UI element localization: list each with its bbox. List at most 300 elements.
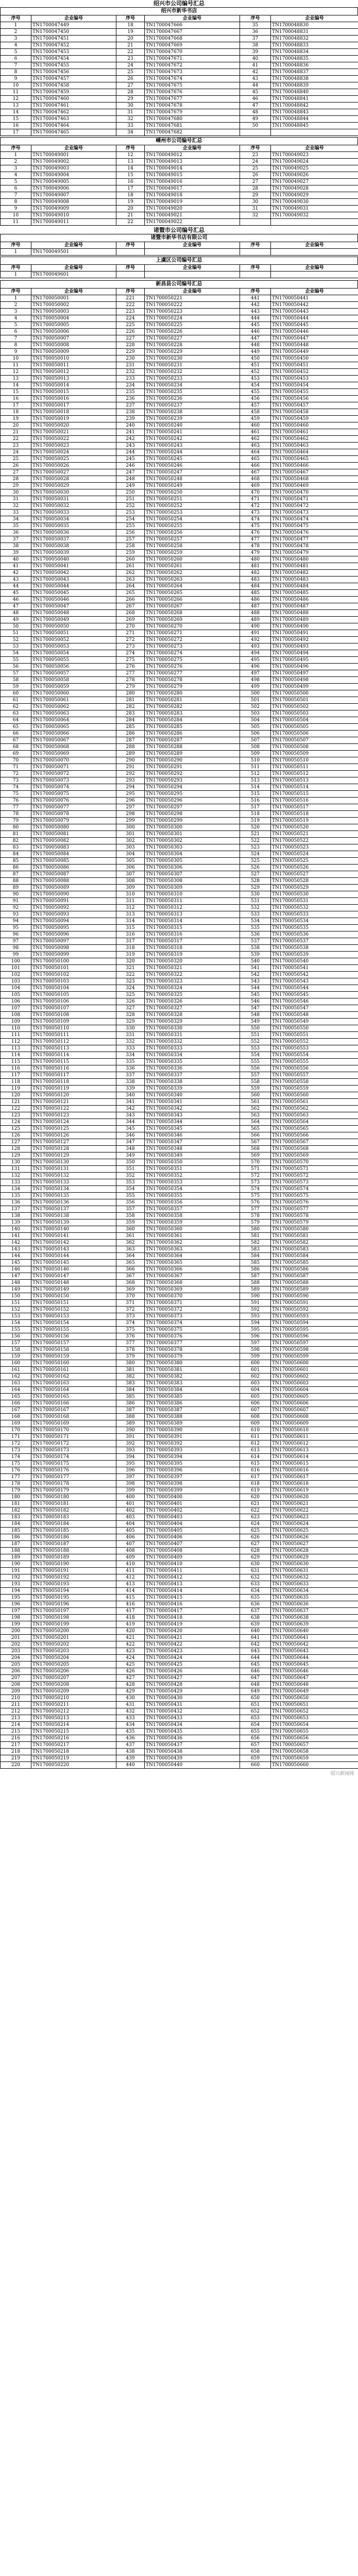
table-row bbox=[1, 436, 358, 443]
company-number-cell: TN1700050653 bbox=[271, 1715, 358, 1722]
row-index-cell: 310 bbox=[116, 891, 145, 898]
company-number-cell: TN1700050505 bbox=[271, 724, 358, 731]
row-index-cell: 545 bbox=[240, 992, 271, 998]
row-index-cell: 16 bbox=[116, 179, 145, 185]
company-number-cell: TN1700049026 bbox=[271, 172, 358, 179]
row-index-cell: 376 bbox=[116, 1333, 145, 1340]
footer-watermark: 绍兴新闻网 bbox=[330, 1771, 354, 1776]
row-index-cell: 115 bbox=[1, 1059, 31, 1065]
company-number-cell: TN1700050423 bbox=[145, 1648, 240, 1655]
row-index-cell: 589 bbox=[240, 1286, 271, 1293]
company-number-cell: TN1700050394 bbox=[145, 1454, 240, 1461]
company-number-cell: TN1700050577 bbox=[271, 1206, 358, 1213]
row-index-cell: 520 bbox=[240, 824, 271, 831]
row-index-cell: 484 bbox=[240, 583, 271, 590]
row-index-cell: 15 bbox=[1, 389, 31, 396]
company-number-cell: TN1700050128 bbox=[31, 1146, 116, 1153]
table-row bbox=[1, 449, 358, 456]
company-number-cell: TN1700050282 bbox=[145, 704, 240, 710]
row-index-cell: 266 bbox=[116, 597, 145, 603]
table-row bbox=[1, 771, 358, 777]
row-index-cell: 457 bbox=[240, 402, 271, 409]
company-number-cell: TN1700050170 bbox=[31, 1427, 116, 1434]
table-row bbox=[1, 858, 358, 865]
company-number-cell: TN1700050184 bbox=[31, 1521, 116, 1528]
company-number-cell: TN1700050589 bbox=[271, 1286, 358, 1293]
row-index-cell: 523 bbox=[240, 844, 271, 851]
row-index-cell: 241 bbox=[116, 429, 145, 436]
company-number-cell: TN1700050651 bbox=[271, 1702, 358, 1708]
row-index-cell: 538 bbox=[240, 945, 271, 952]
table-row bbox=[1, 22, 358, 29]
company-number-cell: TN1700050108 bbox=[31, 1012, 116, 1019]
row-index-cell: 14 bbox=[1, 382, 31, 389]
row-index-cell: 426 bbox=[116, 1668, 145, 1675]
company-number-cell: TN1700050100 bbox=[31, 958, 116, 965]
company-number-cell: TN1700050175 bbox=[31, 1461, 116, 1467]
row-index-cell: 18 bbox=[1, 409, 31, 416]
row-index-cell: 510 bbox=[240, 757, 271, 764]
row-index-cell: 4 bbox=[1, 172, 31, 179]
company-number-cell: TN1700050006 bbox=[31, 329, 116, 335]
company-number-cell: TN1700050601 bbox=[271, 1367, 358, 1374]
company-number-cell: TN1700050069 bbox=[31, 751, 116, 757]
row-index-cell: 480 bbox=[240, 556, 271, 563]
row-index-cell: 508 bbox=[240, 744, 271, 751]
company-number-cell: TN1700049601 bbox=[31, 272, 116, 278]
row-index-cell: 35 bbox=[1, 523, 31, 530]
row-index-cell: 68 bbox=[1, 744, 31, 751]
row-index-cell: 511 bbox=[240, 764, 271, 771]
table-row bbox=[1, 523, 358, 530]
company-number-cell: TN1700049027 bbox=[271, 179, 358, 185]
row-index-cell bbox=[116, 272, 145, 278]
row-index-cell: 624 bbox=[240, 1521, 271, 1528]
company-number-cell: TN1700050570 bbox=[271, 1159, 358, 1166]
row-index-cell: 413 bbox=[116, 1581, 145, 1588]
row-index-cell: 393 bbox=[116, 1447, 145, 1454]
row-index-cell: 1 bbox=[1, 152, 31, 159]
company-number-cell: TN1700050019 bbox=[31, 416, 116, 422]
table-row bbox=[1, 396, 358, 402]
company-number-cell: TN1700050422 bbox=[145, 1641, 240, 1648]
row-index-cell: 105 bbox=[1, 992, 31, 998]
company-number-cell: TN1700050562 bbox=[271, 1106, 358, 1112]
company-number-cell: TN1700050106 bbox=[31, 998, 116, 1005]
table-row bbox=[1, 764, 358, 771]
company-number-cell: TN1700049501 bbox=[31, 249, 116, 256]
row-index-cell: 627 bbox=[240, 1541, 271, 1548]
company-number-cell: TN1700050540 bbox=[271, 958, 358, 965]
company-number-cell: TN1700050598 bbox=[271, 1347, 358, 1353]
company-number-cell: TN1700048845 bbox=[271, 123, 358, 129]
table-row bbox=[1, 717, 358, 724]
company-number-cell: TN1700050433 bbox=[145, 1715, 240, 1722]
row-index-cell: 439 bbox=[116, 1755, 145, 1762]
table-row bbox=[1, 1179, 358, 1186]
company-number-cell: TN1700050353 bbox=[145, 1179, 240, 1186]
row-index-cell: 442 bbox=[240, 302, 271, 309]
company-number-cell: TN1700050207 bbox=[31, 1675, 116, 1682]
company-number-cell: TN1700050286 bbox=[145, 731, 240, 737]
table-row bbox=[1, 623, 358, 630]
company-number-cell: TN1700048834 bbox=[271, 49, 358, 56]
row-index-cell: 279 bbox=[116, 684, 145, 690]
row-index-cell: 23 bbox=[240, 152, 271, 159]
company-number-cell: TN1700050473 bbox=[271, 510, 358, 516]
table-row bbox=[1, 1173, 358, 1179]
company-number-cell: TN1700050443 bbox=[271, 309, 358, 315]
row-index-cell: 521 bbox=[240, 831, 271, 838]
row-index-cell: 338 bbox=[116, 1079, 145, 1086]
row-index-cell: 45 bbox=[1, 590, 31, 597]
company-number-cell: TN1700050040 bbox=[31, 556, 116, 563]
row-index-cell: 581 bbox=[240, 1233, 271, 1240]
company-number-cell: TN1700050083 bbox=[31, 844, 116, 851]
row-index-cell: 643 bbox=[240, 1648, 271, 1655]
company-number-cell: TN1700050217 bbox=[31, 1742, 116, 1749]
row-index-cell: 650 bbox=[240, 1695, 271, 1702]
row-index-cell: 304 bbox=[116, 851, 145, 858]
row-index-cell: 565 bbox=[240, 1126, 271, 1132]
company-number-cell: TN1700050191 bbox=[31, 1568, 116, 1574]
company-number-cell: TN1700050299 bbox=[145, 818, 240, 824]
company-number-cell: TN1700048830 bbox=[271, 22, 358, 29]
company-number-cell: TN1700050369 bbox=[145, 1286, 240, 1293]
company-number-cell: TN1700050087 bbox=[31, 871, 116, 878]
table-row bbox=[1, 69, 358, 76]
table-row bbox=[1, 1635, 358, 1641]
company-number-cell: TN1700050367 bbox=[145, 1273, 240, 1280]
company-number-cell: TN1700050157 bbox=[31, 1340, 116, 1347]
row-index-cell: 273 bbox=[116, 643, 145, 650]
table-row bbox=[1, 1554, 358, 1561]
row-index-cell: 446 bbox=[240, 329, 271, 335]
table-row bbox=[1, 76, 358, 82]
table-row bbox=[1, 29, 358, 36]
table-row bbox=[1, 1213, 358, 1219]
table-row bbox=[1, 1501, 358, 1507]
row-index-cell: 298 bbox=[116, 811, 145, 818]
row-index-cell: 124 bbox=[1, 1119, 31, 1126]
table-row bbox=[1, 1380, 358, 1387]
company-number-cell: TN1700050075 bbox=[31, 791, 116, 798]
row-index-cell: 42 bbox=[240, 69, 271, 76]
row-index-cell: 13 bbox=[1, 376, 31, 382]
company-number-cell: TN1700050136 bbox=[31, 1199, 116, 1206]
table-row bbox=[1, 670, 358, 677]
company-number-cell: TN1700050259 bbox=[145, 550, 240, 556]
company-number-cell: TN1700050408 bbox=[145, 1548, 240, 1554]
row-index-cell: 112 bbox=[1, 1039, 31, 1045]
row-index-cell: 639 bbox=[240, 1621, 271, 1628]
row-index-cell: 324 bbox=[116, 985, 145, 992]
company-number-cell: TN1700050063 bbox=[31, 710, 116, 717]
row-index-cell: 159 bbox=[1, 1353, 31, 1360]
company-number-cell: TN1700047458 bbox=[31, 82, 116, 89]
row-index-cell: 12 bbox=[1, 369, 31, 376]
row-index-cell: 319 bbox=[116, 952, 145, 958]
row-index-cell: 253 bbox=[116, 510, 145, 516]
company-number-cell: TN1700050149 bbox=[31, 1286, 116, 1293]
row-index-cell: 441 bbox=[240, 295, 271, 302]
company-number-cell: TN1700047678 bbox=[145, 103, 240, 109]
row-index-cell: 80 bbox=[1, 824, 31, 831]
table-row bbox=[1, 89, 358, 96]
company-number-cell: TN1700050402 bbox=[145, 1507, 240, 1514]
company-number-cell: TN1700050230 bbox=[145, 355, 240, 362]
company-number-cell: TN1700050304 bbox=[145, 851, 240, 858]
table-row bbox=[1, 469, 358, 476]
company-number-cell: TN1700050226 bbox=[145, 329, 240, 335]
row-index-cell: 271 bbox=[116, 630, 145, 637]
row-index-cell: 363 bbox=[116, 1246, 145, 1253]
company-number-cell bbox=[271, 129, 358, 136]
company-number-cell: TN1700050331 bbox=[145, 1032, 240, 1039]
row-index-cell: 44 bbox=[240, 82, 271, 89]
row-index-cell: 10 bbox=[1, 355, 31, 362]
company-number-cell: TN1700050242 bbox=[145, 436, 240, 443]
row-index-cell: 222 bbox=[116, 302, 145, 309]
row-index-cell: 71 bbox=[1, 764, 31, 771]
row-index-cell: 23 bbox=[1, 443, 31, 449]
table-row bbox=[1, 530, 358, 536]
row-index-cell: 78 bbox=[1, 811, 31, 818]
company-number-cell: TN1700050178 bbox=[31, 1481, 116, 1487]
row-index-cell: 507 bbox=[240, 737, 271, 744]
row-index-cell: 77 bbox=[1, 804, 31, 811]
row-index-cell: 568 bbox=[240, 1146, 271, 1153]
row-index-cell: 432 bbox=[116, 1708, 145, 1715]
company-number-cell: TN1700049014 bbox=[145, 165, 240, 172]
row-index-cell: 274 bbox=[116, 650, 145, 657]
company-number-cell: TN1700050266 bbox=[145, 597, 240, 603]
company-number-cell: TN1700050246 bbox=[145, 463, 240, 469]
company-number-cell: TN1700050620 bbox=[271, 1494, 358, 1501]
row-index-cell: 469 bbox=[240, 483, 271, 489]
row-index-cell: 139 bbox=[1, 1219, 31, 1226]
table-row bbox=[1, 938, 358, 945]
table-row bbox=[1, 1286, 358, 1293]
row-index-cell: 300 bbox=[116, 824, 145, 831]
company-number-cell: TN1700050449 bbox=[271, 349, 358, 355]
company-number-cell: TN1700050520 bbox=[271, 824, 358, 831]
row-index-cell: 38 bbox=[240, 42, 271, 49]
company-number-cell: TN1700050212 bbox=[31, 1708, 116, 1715]
row-index-cell: 89 bbox=[1, 885, 31, 891]
row-index-cell: 23 bbox=[116, 56, 145, 62]
row-index-cell: 638 bbox=[240, 1615, 271, 1621]
company-number-cell: TN1700050072 bbox=[31, 771, 116, 777]
row-index-cell: 373 bbox=[116, 1313, 145, 1320]
table-row bbox=[1, 335, 358, 342]
row-index-cell: 592 bbox=[240, 1307, 271, 1313]
company-number-cell: TN1700050555 bbox=[271, 1059, 358, 1065]
row-index-cell: 351 bbox=[116, 1166, 145, 1173]
row-index-cell: 392 bbox=[116, 1440, 145, 1447]
company-number-table bbox=[0, 15, 358, 136]
company-number-cell: TN1700050418 bbox=[145, 1615, 240, 1621]
company-number-cell: TN1700050518 bbox=[271, 811, 358, 818]
row-index-cell: 424 bbox=[116, 1655, 145, 1662]
row-index-cell: 394 bbox=[116, 1454, 145, 1461]
company-number-cell: TN1700047681 bbox=[145, 123, 240, 129]
company-number-cell: TN1700050383 bbox=[145, 1380, 240, 1387]
company-number-cell: TN1700047455 bbox=[31, 62, 116, 69]
company-number-cell: TN1700050338 bbox=[145, 1079, 240, 1086]
row-index-cell: 623 bbox=[240, 1514, 271, 1521]
company-number-cell: TN1700050364 bbox=[145, 1253, 240, 1260]
company-number-cell: TN1700050446 bbox=[271, 329, 358, 335]
company-number-cell: TN1700050079 bbox=[31, 818, 116, 824]
row-index-cell: 320 bbox=[116, 958, 145, 965]
company-number-cell: TN1700050245 bbox=[145, 456, 240, 463]
company-number-cell: TN1700050047 bbox=[31, 603, 116, 610]
company-number-cell: TN1700050409 bbox=[145, 1554, 240, 1561]
column-header-index: 序号 bbox=[1, 145, 31, 152]
company-number-cell: TN1700050104 bbox=[31, 985, 116, 992]
company-number-cell: TN1700050631 bbox=[271, 1568, 358, 1574]
row-index-cell: 303 bbox=[116, 844, 145, 851]
company-number-cell: TN1700050546 bbox=[271, 998, 358, 1005]
row-index-cell: 2 bbox=[1, 302, 31, 309]
company-number-cell: TN1700050602 bbox=[271, 1374, 358, 1380]
row-index-cell: 596 bbox=[240, 1333, 271, 1340]
table-row bbox=[1, 664, 358, 670]
company-number-cell: TN1700050628 bbox=[271, 1548, 358, 1554]
company-number-cell: TN1700050042 bbox=[31, 570, 116, 577]
row-index-cell: 9 bbox=[1, 349, 31, 355]
company-number-cell: TN1700050572 bbox=[271, 1173, 358, 1179]
column-header-number: 企业编号 bbox=[271, 15, 358, 22]
company-number-cell: TN1700050509 bbox=[271, 751, 358, 757]
row-index-cell: 379 bbox=[116, 1353, 145, 1360]
row-index-cell: 323 bbox=[116, 978, 145, 985]
company-number-cell: TN1700050068 bbox=[31, 744, 116, 751]
row-index-cell: 542 bbox=[240, 972, 271, 978]
row-index-cell: 249 bbox=[116, 483, 145, 489]
row-index-cell: 220 bbox=[1, 1762, 31, 1769]
row-index-cell: 88 bbox=[1, 878, 31, 885]
row-index-cell: 367 bbox=[116, 1273, 145, 1280]
company-number-cell: TN1700049002 bbox=[31, 159, 116, 165]
company-number-cell: TN1700050609 bbox=[271, 1420, 358, 1427]
row-index-cell: 418 bbox=[116, 1615, 145, 1621]
table-row bbox=[1, 1340, 358, 1347]
table-row bbox=[1, 1280, 358, 1286]
row-index-cell: 31 bbox=[1, 496, 31, 503]
company-number-cell: TN1700050020 bbox=[31, 422, 116, 429]
row-index-cell: 181 bbox=[1, 1501, 31, 1507]
column-header-index: 序号 bbox=[1, 242, 31, 249]
company-number-cell: TN1700050522 bbox=[271, 838, 358, 844]
row-index-cell: 646 bbox=[240, 1668, 271, 1675]
company-number-cell: TN1700050592 bbox=[271, 1307, 358, 1313]
company-number-cell: TN1700050564 bbox=[271, 1119, 358, 1126]
row-index-cell: 239 bbox=[116, 416, 145, 422]
company-number-cell: TN1700050302 bbox=[145, 838, 240, 844]
table-row bbox=[1, 362, 358, 369]
company-number-cell: TN1700050046 bbox=[31, 597, 116, 603]
row-index-cell: 504 bbox=[240, 717, 271, 724]
row-index-cell: 110 bbox=[1, 1025, 31, 1032]
company-number-cell: TN1700050490 bbox=[271, 623, 358, 630]
row-index-cell: 87 bbox=[1, 871, 31, 878]
row-index-cell: 345 bbox=[116, 1126, 145, 1132]
row-index-cell: 50 bbox=[1, 623, 31, 630]
row-index-cell: 3 bbox=[1, 309, 31, 315]
company-number-cell: TN1700050132 bbox=[31, 1173, 116, 1179]
company-number-cell: TN1700050168 bbox=[31, 1414, 116, 1420]
company-number-cell: TN1700050232 bbox=[145, 369, 240, 376]
company-number-cell: TN1700050391 bbox=[145, 1434, 240, 1440]
company-number-cell: TN1700050309 bbox=[145, 885, 240, 891]
company-number-cell: TN1700050260 bbox=[145, 556, 240, 563]
company-number-cell: TN1700047670 bbox=[145, 49, 240, 56]
company-number-cell: TN1700050081 bbox=[31, 831, 116, 838]
company-number-cell: TN1700050183 bbox=[31, 1514, 116, 1521]
company-number-cell: TN1700048838 bbox=[271, 76, 358, 82]
row-index-cell: 315 bbox=[116, 925, 145, 931]
company-number-cell: TN1700050167 bbox=[31, 1407, 116, 1414]
row-index-cell: 209 bbox=[1, 1688, 31, 1695]
row-index-cell: 569 bbox=[240, 1153, 271, 1159]
company-number-cell: TN1700050419 bbox=[145, 1621, 240, 1628]
company-number-cell: TN1700050451 bbox=[271, 362, 358, 369]
row-index-cell: 595 bbox=[240, 1327, 271, 1333]
company-number-cell: TN1700050622 bbox=[271, 1507, 358, 1514]
row-index-cell: 514 bbox=[240, 784, 271, 791]
company-number-cell: TN1700049019 bbox=[145, 199, 240, 206]
table-row bbox=[1, 1755, 358, 1762]
company-number-cell: TN1700050146 bbox=[31, 1266, 116, 1273]
company-number-cell: TN1700050273 bbox=[145, 643, 240, 650]
company-number-cell: TN1700049029 bbox=[271, 192, 358, 199]
table-row bbox=[1, 56, 358, 62]
company-number-cell: TN1700050133 bbox=[31, 1179, 116, 1186]
table-row bbox=[1, 1454, 358, 1461]
table-row bbox=[1, 1494, 358, 1501]
row-index-cell: 617 bbox=[240, 1474, 271, 1481]
company-number-cell: TN1700050231 bbox=[145, 362, 240, 369]
company-number-cell: TN1700050268 bbox=[145, 610, 240, 617]
table-row bbox=[1, 382, 358, 389]
row-index-cell: 268 bbox=[116, 610, 145, 617]
row-index-cell: 231 bbox=[116, 362, 145, 369]
company-number-cell: TN1700047456 bbox=[31, 69, 116, 76]
table-row bbox=[1, 952, 358, 958]
company-number-cell: TN1700050482 bbox=[271, 570, 358, 577]
company-number-cell: TN1700050528 bbox=[271, 878, 358, 885]
row-index-cell: 311 bbox=[116, 898, 145, 905]
row-index-cell: 559 bbox=[240, 1086, 271, 1092]
company-number-cell: TN1700050492 bbox=[271, 637, 358, 643]
row-index-cell: 601 bbox=[240, 1367, 271, 1374]
company-number-cell: TN1700050129 bbox=[31, 1153, 116, 1159]
table-row bbox=[1, 1588, 358, 1595]
company-number-cell: TN1700047462 bbox=[31, 109, 116, 116]
company-number-cell: TN1700050229 bbox=[145, 349, 240, 355]
company-number-cell: TN1700050180 bbox=[31, 1494, 116, 1501]
table-row bbox=[1, 690, 358, 697]
company-number-cell: TN1700050323 bbox=[145, 978, 240, 985]
company-number-cell: TN1700049017 bbox=[145, 185, 240, 192]
company-number-cell: TN1700050436 bbox=[145, 1735, 240, 1742]
company-number-cell: TN1700050054 bbox=[31, 650, 116, 657]
row-index-cell: 451 bbox=[240, 362, 271, 369]
company-number-cell: TN1700050005 bbox=[31, 322, 116, 329]
company-number-cell: TN1700049003 bbox=[31, 165, 116, 172]
